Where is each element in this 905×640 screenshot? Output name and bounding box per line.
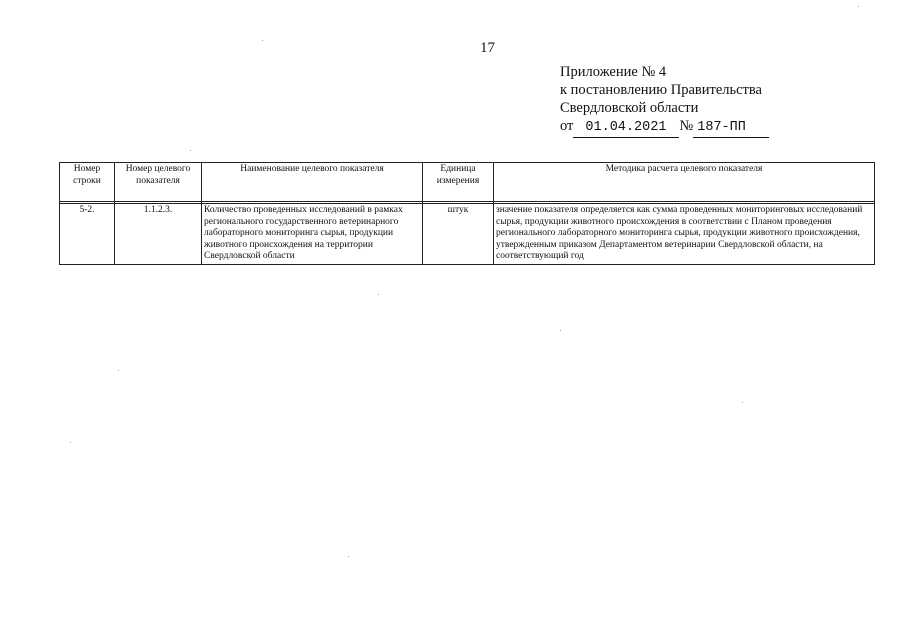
header-indicator-number: Номер целевого показателя [115,163,202,202]
appendix-title: Приложение № 4 [560,64,667,80]
page-number: 17 [480,40,495,56]
scan-speck [858,6,859,7]
header-unit: Единица измерения [423,163,494,202]
appendix-header [560,63,769,138]
resolution-date: 01.04.2021 [573,119,679,138]
scan-speck [560,330,561,331]
cell-unit: штук [423,204,494,265]
table-header-row [60,163,875,202]
appendix-resolution-ref: к постановлению Правительства [560,82,762,98]
cell-indicator-number: 1.1.2.3. [115,204,202,265]
date-prefix: от [560,118,574,134]
scan-speck [348,556,349,557]
table-row [60,204,875,265]
appendix-region: Свердловской области [560,100,699,116]
indicators-table [59,162,875,265]
number-prefix: № [679,118,694,134]
scan-speck [742,402,743,403]
scan-speck [70,442,71,443]
scan-speck [378,294,379,295]
scan-speck [262,40,263,41]
scan-speck [190,150,191,151]
cell-method: значение показателя определяется как сумма проведенных мониторинговых исследований сырья, продукции животного происхождения в соответствии с Планом проведения регионального лабораторного мониторинга сырья, продукции животного происхождения, утвержденным приказом Департаментом ветеринарии Свердловской области, на соответствующий год [494,204,875,265]
resolution-number: 187-ПП [693,119,769,138]
cell-indicator-name: Количество проведенных исследований в рамках регионального государственного ветеринарного лабораторного мониторинга сырья, продукции животного происхождения на территории Свердловской области [202,204,423,265]
header-row-number: Номер строки [60,163,115,202]
header-method: Методика расчета целевого показателя [494,163,875,202]
header-indicator-name: Наименование целевого показателя [202,163,423,202]
scan-speck [118,370,119,371]
appendix-date-line [560,117,769,138]
cell-row-number: 5-2. [60,204,115,265]
